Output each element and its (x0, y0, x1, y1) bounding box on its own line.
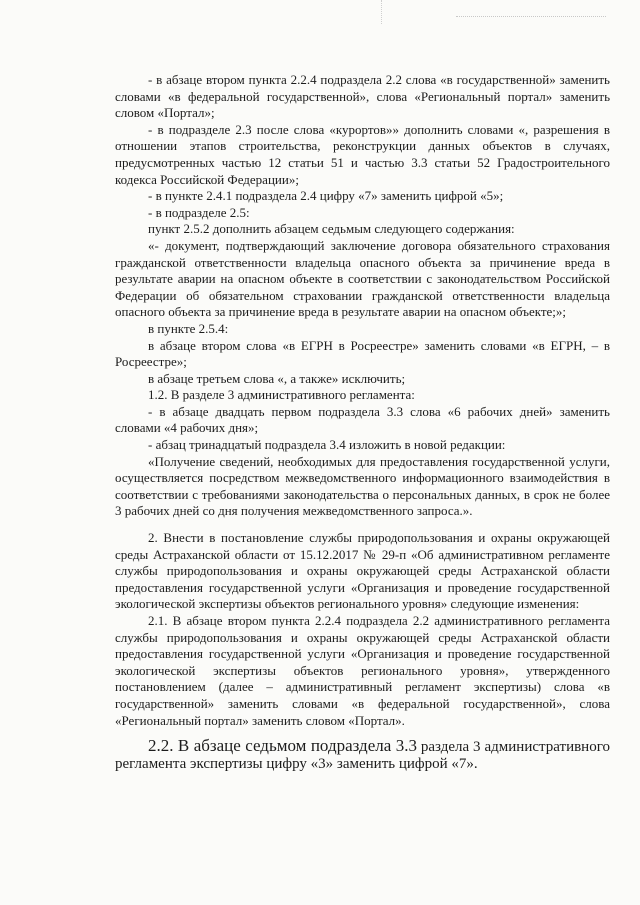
paragraph (115, 737, 610, 773)
paragraph: - абзац тринадцатый подраздела 3.4 изложить в новой редакции: (148, 437, 506, 453)
paragraph: в абзаце втором слова «в ЕГРН в Росреестре» заменить словами «в ЕГРН, – в Росреестре»; (115, 337, 610, 370)
paragraph: в абзаце третьем слова «, а также» исключить; (148, 370, 406, 386)
paragraph: - в абзаце втором пункта 2.2.4 подраздела 2.2 слова «в государственной» заменить словами «в федеральной государственной», слова «Региональный портал» заменить словом «Портал»; (115, 72, 610, 121)
paragraph: «Получение сведений, необходимых для предоставления государственной услуги, осуществляется посредством межведомственного информационного взаимодействия в соответствии с требованиями законодательства о персональных данных, в срок не более 3 рабочих дней со дня получения межведомственного запроса.». (115, 453, 610, 519)
paragraph: 2.1. В абзаце втором пункта 2.2.4 подраздела 2.2 административного регламента службы природопользования и охраны окружающей среды Астраханской области предоставления государственной услуги «Организация и проведение государственной экологической экспертизы объектов регионального уровня», утвержденного постановлением (далее – административный регламент экспертизы) слова «в государственной» заменить словами «в федеральной государственной», слова «Региональный портал» заменить словом «Портал». (115, 613, 610, 728)
paragraph: - в абзаце двадцать первом подраздела 3.3 слова «6 рабочих дней» заменить словами «4 рабочих дня»; (115, 403, 610, 436)
scan-artifact-line (381, 0, 383, 24)
paragraph: - в подразделе 2.3 после слова «курортов»» дополнить словами «, разрешения в отношении этапов строительства, реконструкции данных объектов в случаях, предусмотренных частью 12 статьи 51 и частью 3.3 статьи 52 Градостроительного кодекса Российской Федерации»; (115, 121, 610, 187)
paragraph-rest: раздела 3 административного регламента экспертизы цифру «3» заменить цифрой «7». (115, 739, 610, 773)
paragraph: в пункте 2.5.4: (148, 320, 229, 336)
paragraph-lead: 2.2. В абзаце седьмом подраздела 3.3 (148, 736, 417, 756)
paragraph: - в пункте 2.4.1 подраздела 2.4 цифру «7» заменить цифрой «5»; (148, 188, 504, 204)
paragraph: 2. Внести в постановление службы природопользования и охраны окружающей среды Астраханской области от 15.12.2017 № 29-п «Об административном регламенте службы природопользования и охраны окружающей среды Астраханской области предоставления государственной услуги «Организация и проведение государственной экологической экспертизы объектов регионального уровня» следующие изменения: (115, 530, 610, 612)
paragraph: - в подразделе 2.5: (148, 204, 250, 220)
document-body (115, 72, 610, 773)
paragraph: пункт 2.5.2 дополнить абзацем седьмым следующего содержания: (148, 221, 515, 237)
paragraph: 1.2. В разделе 3 административного регламента: (148, 387, 415, 403)
paragraph: «- документ, подтверждающий заключение договора обязательного страхования гражданской ответственности владельца опасного объекта за причинение вреда в результате аварии на опасном объекте в соответствии с законодательством Российской Федерации об обязательном страховании гражданской ответственности владельца опасного объекта за причинение вреда в результате аварии на опасном объекте;»; (115, 237, 610, 320)
scan-artifact-line (456, 16, 606, 18)
